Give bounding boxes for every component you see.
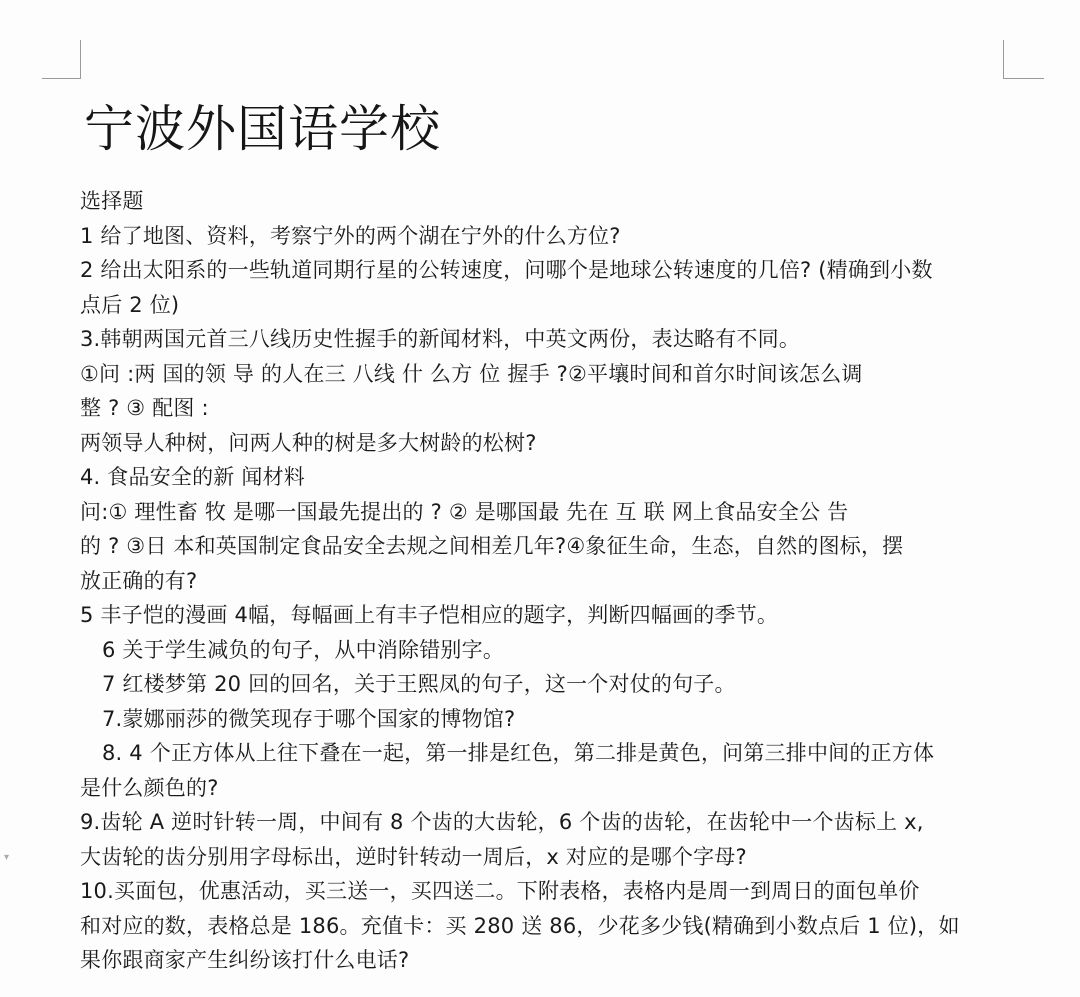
question-line: 的 ? ③日 本和英国制定食品安全去规之间相差几年?④象征生命，生态，自然的图标，摆 (80, 534, 904, 558)
question-line: 8. 4 个正方体从上往下叠在一起，第一排是红色，第二排是黄色，问第三排中间的正方体 (102, 741, 935, 765)
question-line: 放正确的有? (80, 568, 198, 593)
question-line: 点后 2 位) (80, 292, 180, 317)
question-line: 6 关于学生减负的句子，从中消除错别字。 (102, 637, 505, 662)
question-line: 10.买面包，优惠活动，买三送一，买四送二。下附表格，表格内是周一到周日的面包单价 (80, 879, 920, 903)
question-line: 5 丰子恺的漫画 4幅，每幅画上有丰子恺相应的题字，判断四幅画的季节。 (80, 603, 779, 627)
document-title: 宁波外国语学校 (84, 100, 441, 158)
question-line: 整 ? ③ 配图 : (80, 396, 209, 420)
question-line: 7 红楼梦第 20 回的回名，关于王熙凤的句子，这一个对仗的句子。 (102, 672, 736, 696)
question-line: 2 给出太阳系的一些轨道同期行星的公转速度，问哪个是地球公转速度的几倍? (精确到小数 (80, 258, 933, 282)
question-line: ①问 :两 国的领 导 的人在三 八线 什 么方 位 握手 ?②平壤时间和首尔时间该怎么调 (80, 361, 863, 386)
question-line: 问:① 理性畜 牧 是哪一国最先提出的 ? ② 是哪国最 先在 互 联 网上食品安全公 告 (80, 499, 849, 524)
question-line: 大齿轮的齿分别用字母标出，逆时针转动一周后，x 对应的是哪个字母? (80, 844, 747, 869)
question-line: 3.韩朝两国元首三八线历史性握手的新闻材料，中英文两份，表达略有不同。 (80, 327, 801, 351)
margin-arrow-icon: ▾ (4, 852, 10, 863)
question-line: 果你跟商家产生纠纷该打什么电话? (80, 948, 410, 972)
question-list (80, 184, 1010, 978)
question-line: 1 给了地图、资料，考察宁外的两个湖在宁外的什么方位? (80, 223, 621, 248)
question-line: 9.齿轮 A 逆时针转一周，中间有 8 个齿的大齿轮，6 个齿的齿轮，在齿轮中一个齿标上 x, (80, 810, 924, 834)
crop-mark-top-right (1003, 40, 1044, 79)
crop-mark-top-left (42, 40, 81, 79)
question-line: 两领导人种树，问两人种的树是多大树龄的松树? (80, 430, 537, 455)
question-line: 4. 食品安全的新 闻材料 (80, 465, 305, 489)
question-line: 7.蒙娜丽莎的微笑现存于哪个国家的博物馆? (102, 706, 516, 731)
section-heading: 选择题 (80, 189, 144, 213)
question-line: 是什么颜色的? (80, 775, 219, 800)
question-line: 和对应的数，表格总是 186。充值卡：买 280 送 86，少花多少钱(精确到小数点后 1 位)，如 (80, 913, 960, 938)
